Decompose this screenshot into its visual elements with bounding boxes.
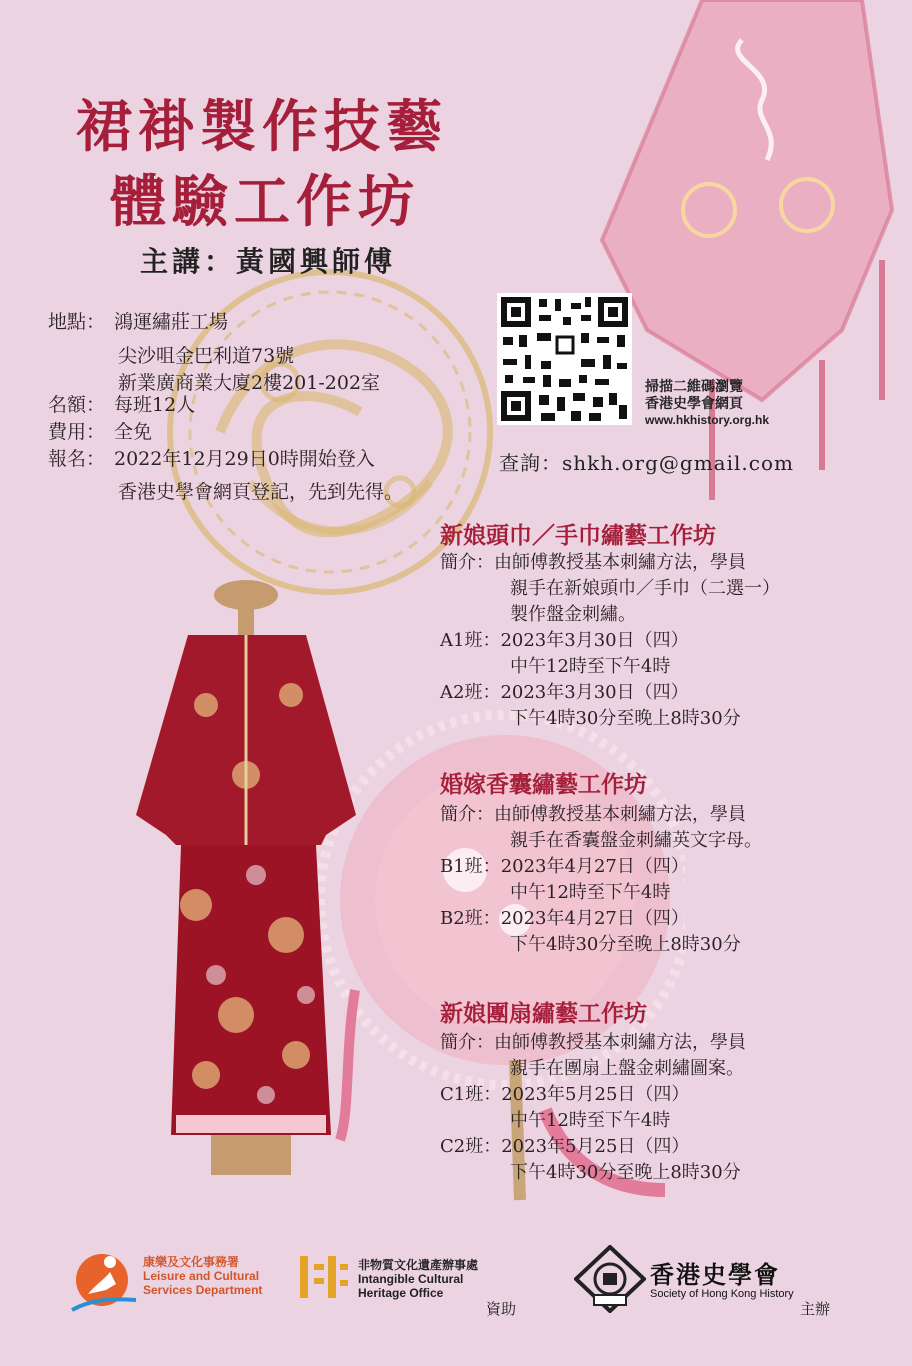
class-a2-time: 下午4時30分至晚上8時30分 [510, 708, 741, 729]
venue-line1: 鴻運繡莊工場 [114, 311, 229, 333]
shkh-name-en: Society of Hong Kong History [650, 1288, 794, 1300]
sponsor-label: 資助 [486, 1301, 517, 1318]
bridal-veil-illustration [592, 0, 912, 520]
class-c2-time: 下午4時30分至晚上8時30分 [510, 1162, 741, 1183]
class-c1-time: 中午12時至下午4時 [510, 1110, 671, 1131]
class-b1-row [440, 852, 689, 878]
workshop-b-intro2: 親手在香囊盤金刺繡英文字母。 [510, 830, 762, 851]
lcsd-name-en2: Services Department [143, 1283, 263, 1297]
title-line2: 體驗工作坊 [110, 170, 420, 235]
class-c2-row [440, 1132, 689, 1158]
fee-row [48, 423, 152, 442]
venue-line3: 新業廣商業大廈2樓201-202室 [118, 372, 381, 394]
qr-caption-line2: 香港史學會網頁 [645, 395, 743, 411]
organizer-label: 主辦 [800, 1301, 831, 1318]
lcsd-logo-icon [70, 1250, 138, 1314]
shkh-emblem-icon [574, 1245, 646, 1313]
workshop-c-intro1: 簡介：由師傅教授基本刺繡方法，學員 [440, 1032, 746, 1053]
workshop-b-intro1: 簡介：由師傅教授基本刺繡方法，學員 [440, 804, 746, 825]
speaker-subtitle: 主講：黃國興師傅 [140, 245, 397, 278]
venue-line2: 尖沙咀金巴利道73號 [118, 345, 295, 367]
qr-caption-line1: 掃描二維碼瀏覽 [645, 378, 743, 394]
class-c1-date: 2023年5月25日（四） [501, 1084, 690, 1105]
lcsd-name-en1: Leisure and Cultural [143, 1269, 260, 1283]
class-a2-label: A2班： [440, 682, 501, 703]
lcsd-text [143, 1255, 262, 1297]
qr-caption [645, 378, 769, 429]
class-b1-label: B1班： [440, 856, 501, 877]
class-c2-date: 2023年5月25日（四） [501, 1136, 690, 1157]
ich-office-text [358, 1258, 478, 1300]
quota-row [48, 396, 195, 415]
ich-office-logo-icon [296, 1250, 350, 1304]
qr-url-link[interactable]: www.hkhistory.org.hk [645, 413, 770, 427]
class-b2-time: 下午4時30分至晚上8時30分 [510, 934, 741, 955]
class-b1-date: 2023年4月27日（四） [500, 856, 689, 877]
class-c2-label: C2班： [440, 1136, 502, 1157]
class-a1-time: 中午12時至下午4時 [510, 656, 671, 677]
shkh-text [650, 1262, 794, 1300]
workshop-c-title: 新娘團扇繡藝工作坊 [440, 1001, 647, 1027]
register-label: 報名： [48, 448, 106, 470]
class-b2-date: 2023年4月27日（四） [500, 908, 689, 929]
fee-value: 全免 [114, 421, 153, 443]
class-b2-label: B2班： [440, 908, 501, 929]
class-c1-label: C1班： [440, 1084, 502, 1105]
workshop-b-title: 婚嫁香囊繡藝工作坊 [440, 772, 647, 798]
workshop-a-title: 新娘頭巾／手巾繡藝工作坊 [440, 523, 716, 549]
ich-office-name-en1: Intangible Cultural [358, 1272, 464, 1286]
class-c1-row [440, 1080, 689, 1106]
class-a1-date: 2023年3月30日（四） [500, 630, 689, 651]
qr-code[interactable] [497, 293, 632, 425]
workshop-a-intro1: 簡介：由師傅教授基本刺繡方法，學員 [440, 552, 746, 573]
shkh-name-zh: 香港史學會 [650, 1260, 780, 1289]
fee-label: 費用： [48, 421, 106, 443]
register-line2: 香港史學會網頁登記，先到先得。 [118, 481, 404, 503]
ich-office-name-zh: 非物質文化遺產辦事處 [358, 1258, 479, 1272]
class-a2-date: 2023年3月30日（四） [500, 682, 689, 703]
workshop-c-intro2: 親手在團扇上盤金刺繡圖案。 [510, 1058, 744, 1079]
quota-value: 每班12人 [114, 394, 196, 416]
register-line1: 2022年12月29日0時開始登入 [114, 448, 375, 470]
class-a2-row [440, 678, 689, 704]
qr-code-icon [497, 293, 632, 425]
lcsd-name-zh: 康樂及文化事務署 [143, 1255, 240, 1269]
quota-label: 名額： [48, 394, 106, 416]
title-line1: 裙褂製作技藝 [76, 95, 448, 160]
class-b2-row [440, 904, 689, 930]
class-a1-label: A1班： [440, 630, 501, 651]
workshop-a-intro2: 親手在新娘頭巾／手巾（二選一） [510, 578, 780, 599]
class-a1-row [440, 626, 689, 652]
workshop-a-intro3: 製作盤金刺繡。 [510, 604, 636, 625]
venue-label: 地點： [48, 311, 106, 333]
enquiry-email[interactable]: 查詢：shkh.org@gmail.com [499, 451, 794, 475]
ich-office-name-en2: Heritage Office [358, 1286, 444, 1300]
wedding-gown-illustration [126, 575, 376, 1185]
venue-row [48, 313, 228, 332]
class-b1-time: 中午12時至下午4時 [510, 882, 671, 903]
register-row [48, 450, 375, 469]
